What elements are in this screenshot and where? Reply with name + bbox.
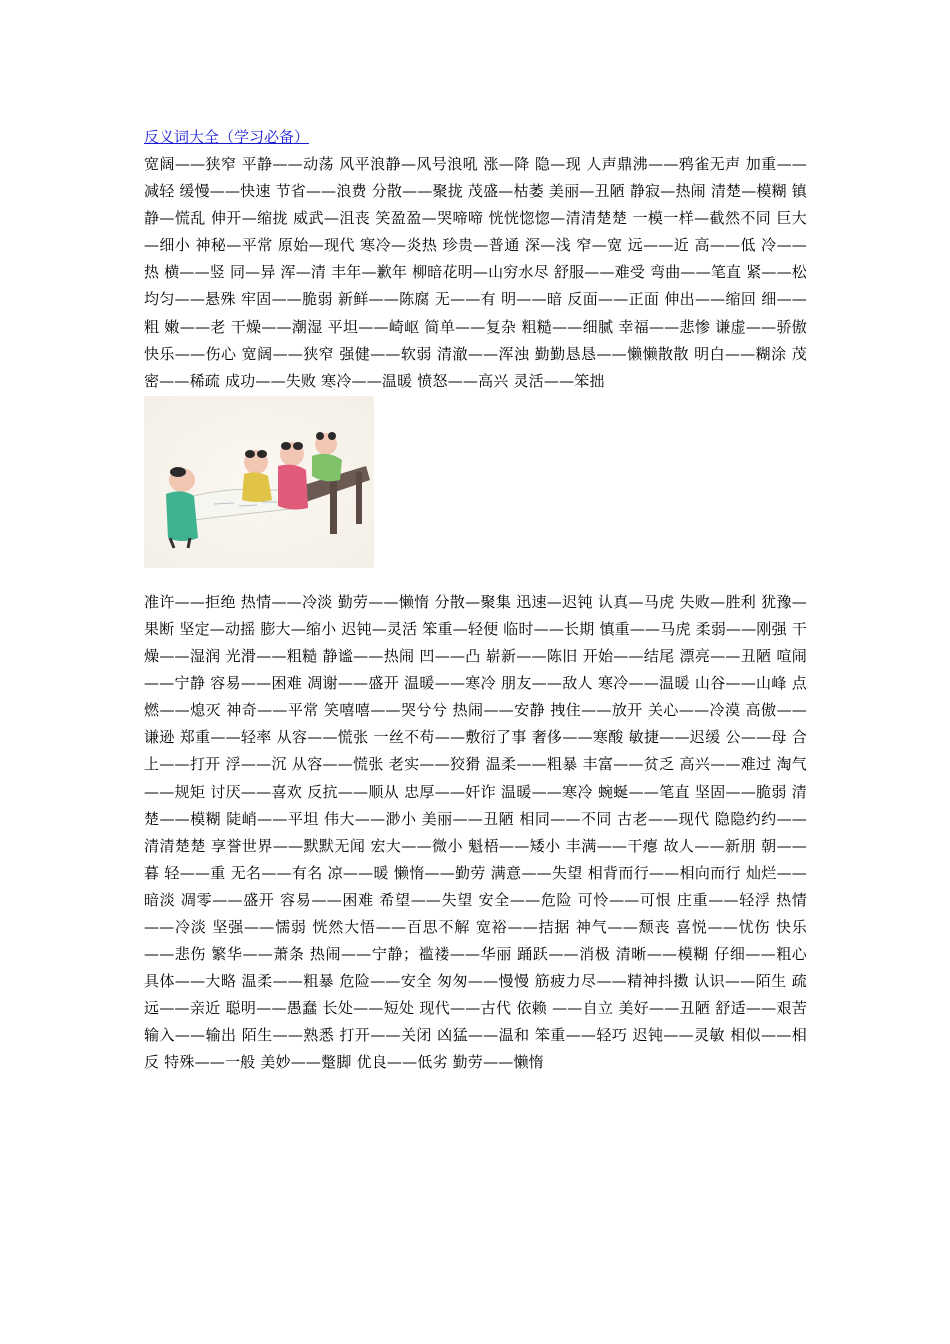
antonym-paragraph-2: 准许——拒绝 热情——冷淡 勤劳——懒惰 分散—聚集 迅速—迟钝 认真—马虎 失败—胜利 犹豫—果断 坚定—动摇 膨大—缩小 迟钝—灵活 笨重—轻便 临时——长期 慎重——马虎 柔弱——刚强 干燥——湿润 光滑——粗糙 静谧——热闹 凹——凸 崭新——陈旧 开始——结尾 漂亮——丑陋 喧闹——宁静 容易——困难 凋谢——盛开 温暖——寒冷 朋友——敌人 寒冷——温暖 山谷——山峰 点燃——熄灭 神奇——平常 笑嘻嘻——哭兮兮 热闹——安静 拽住——放开 关心——冷漠 高傲——谦逊 郑重——轻率 从容——慌张 一丝不苟——敷衍了事 奢侈——寒酸 敏捷——迟缓 公——母 合上——打开 浮——沉 从容——慌张 老实——狡猾 温柔——粗暴 丰富——贫乏 高兴——难过 淘气——规矩 讨厌——喜欢 反抗——顺从 忠厚——奸诈 温暖——寒冷 蜿蜒——笔直 坚固——脆弱 清楚——模糊 陡峭——平坦 伟大——渺小 美丽——丑陋 相同——不同 古老——现代 隐隐约约——清清楚楚 享誉世界——默默无闻 宏大——微小 魁梧——矮小 丰满——干瘪 故人——新朋 朝——暮 轻——重 无名——有名 凉——暖 懒惰——勤劳 满意——失望 相背而行——相向而行 灿烂——暗淡 凋零——盛开 容易——困难 希望——失望 安全——危险 可怜——可恨 庄重——轻浮 热情——冷淡 坚强——懦弱 恍然大悟——百思不解 宽裕——拮据 神气——颓丧 喜悦——忧伤 快乐——悲伤 繁华——萧条 热闹——宁静；褴褛——华丽 踊跃——消极 清晰——模糊 仔细——粗心 具体——大略 温柔——粗暴 危险——安全 匆匆——慢慢 筋疲力尽——精神抖擞 认识——陌生 疏远——亲近 聪明——愚蠢 长处——短处 现代——古代 依赖 ——自立 美好——丑陋 舒适——艰苦 输入——输出 陌生——熟悉 打开——关闭 凶猛——温和 笨重——轻巧 迟钝——灵敏 相似——相反 特殊——一般 美妙——蹩脚 优良——低劣 勤劳——懒惰 xyxy=(144,592,807,1072)
document-title-link[interactable]: 反义词大全（学习必备） xyxy=(144,128,310,146)
child-left xyxy=(166,467,198,548)
document-body xyxy=(144,124,807,1077)
title-line xyxy=(144,124,807,151)
children-illustration xyxy=(144,396,374,568)
antonym-paragraph-1: 宽阔——狭窄 平静——动荡 风平浪静—风号浪吼 涨—降 隐—现 人声鼎沸——鸦雀无声 加重——减轻 缓慢——快速 节省——浪费 分散——聚拢 茂盛—枯萎 美丽—丑陋 静寂—热闹 清楚—模糊 镇静—慌乱 伸开—缩拢 威武—沮丧 笑盈盈—哭啼啼 恍恍惚惚—清清楚楚 一模一样—截然不同 巨大—细小 神秘—平常 原始—现代 寒冷—炎热 珍贵—普通 深—浅 窄—宽 远——近 高——低 冷——热 横——竖 同—异 浑—清 丰年—歉年 柳暗花明—山穷水尽 舒服——难受 弯曲——笔直 紧——松 均匀——悬殊 牢固——脆弱 新鲜——陈腐 无——有 明——暗 反面——正面 伸出——缩回 细——粗 嫩——老 干燥——潮湿 平坦——崎岖 简单——复杂 粗糙——细腻 幸福——悲惨 谦虚——骄傲 快乐——伤心 宽阔——狭窄 强健——软弱 清澈——浑浊 勤勤恳恳——懒懒散散 明白——糊涂 茂密——稀疏 成功——失败 寒冷——温暖 愤怒——高兴 灵活——笨拙 xyxy=(144,155,807,390)
child-right xyxy=(278,442,308,510)
